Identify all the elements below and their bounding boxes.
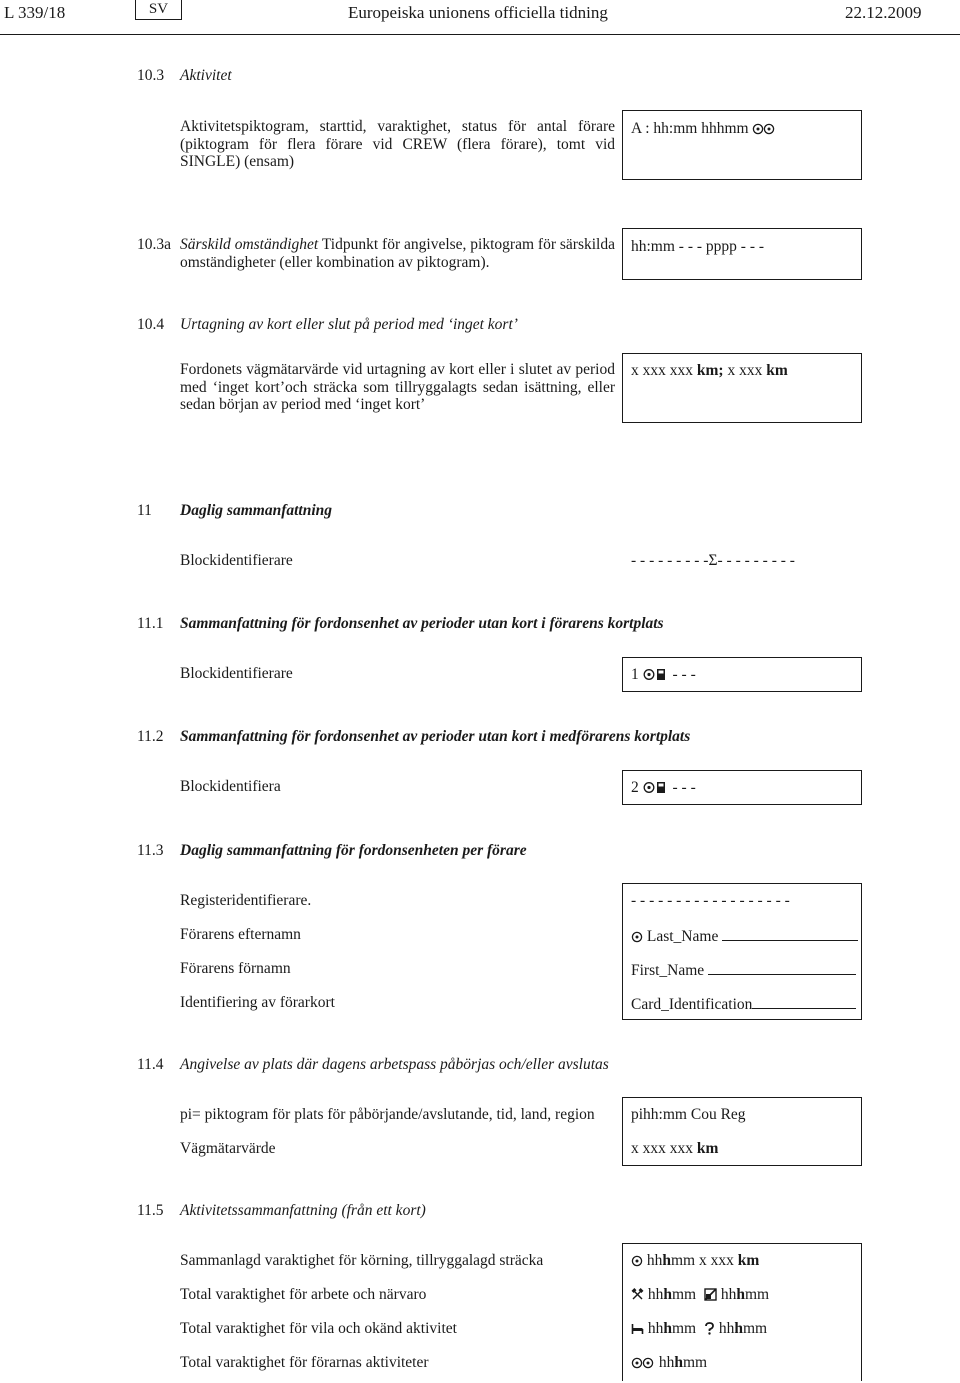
work-hammers-icon [631, 1288, 644, 1301]
last-name-value: Last_Name [646, 928, 719, 945]
field-box-11-4 [622, 1097, 862, 1166]
underline [752, 994, 856, 1009]
block-identifier-label-11-2: Blockidentifiera [180, 778, 281, 795]
row-label: Sammanlagd varaktighet för körning, tillryggalagd sträcka [180, 1252, 544, 1269]
hours-bold: h [736, 1286, 745, 1303]
co-driver-card-slot-icon [643, 781, 669, 794]
dash-run: - - - [672, 779, 696, 796]
section-number-11-1: 11.1 [137, 615, 164, 632]
crew-pictogram-icon [631, 1357, 655, 1369]
header-rule [0, 34, 960, 35]
section-number-11-5: 11.5 [137, 1202, 164, 1219]
section-title-10-4: Urtagning av kort eller slut på period med ‘inget kort’ [180, 316, 518, 333]
language-code: SV [135, 0, 182, 20]
driving-icon [631, 1255, 643, 1267]
field-box-11-5 [622, 1243, 862, 1381]
rest-bed-icon [631, 1323, 644, 1335]
activity-format: A : hh:mm hhhmm [631, 120, 749, 137]
block-identifier-label-11-1: Blockidentifierare [180, 665, 293, 682]
odometer-value: x xxx xxx [631, 1140, 697, 1157]
first-name-value: First_Name [631, 962, 705, 979]
row-label: Förarens efternamn [180, 926, 301, 943]
place-pictogram-label: pi= piktogram för plats för påbörjande/avslutande, tid, land, region [180, 1106, 595, 1123]
minutes: mm [672, 1320, 697, 1337]
dash-run-right: - - - - - - - - - [717, 552, 795, 569]
minutes-distance: mm x xxx [671, 1252, 738, 1269]
slot-number: 2 [631, 779, 639, 796]
crew-pictogram-icon [752, 123, 776, 135]
card-identification-value: Card_Identification [631, 996, 753, 1013]
odometer-value: x xxx xxx [631, 362, 697, 379]
km-unit: km [696, 1140, 719, 1157]
km-unit: km [766, 362, 788, 379]
driver-card-slot-icon [643, 668, 669, 681]
section-title-10-3a: Särskild omständighet [180, 236, 319, 253]
description-10-3: Aktivitetspiktogram, starttid, varaktighet, status för antal förare (piktogram för flera förare vid CREW (flera förare), tomt vid SINGLE) (ensam) [180, 118, 615, 170]
section-number-11-3: 11.3 [137, 842, 164, 859]
unknown-question-icon [704, 1322, 715, 1335]
hours: hh [658, 1354, 675, 1371]
section-title-11-1: Sammanfattning för fordonsenhet av perioder utan kort i förarens kortplats [180, 615, 664, 632]
field-box-10-3 [622, 110, 862, 180]
sigma-symbol: Σ [708, 552, 718, 569]
underline [708, 960, 856, 975]
hours-bold: h [674, 1354, 683, 1371]
row-label: Total varaktighet för vila och okänd aktivitet [180, 1320, 457, 1337]
section-title-11-2: Sammanfattning för fordonsenhet av perioder utan kort i medförarens kortplats [180, 728, 691, 745]
underline [722, 926, 858, 941]
odometer-label: Vägmätarvärde [180, 1140, 276, 1157]
hours: hh [647, 1286, 664, 1303]
description-10-4: Fordonets vägmätarvärde vid urtagning av kort eller i slutet av period med ‘inget kort’och sträcka som tillryggalagts sedan isättning, eller sedan början av period med ‘inget kort’ [180, 361, 615, 413]
section-title-11-5: Aktivitetssammanfattning (från ett kort) [180, 1202, 426, 1219]
hours: hh [720, 1286, 737, 1303]
minutes: mm [683, 1354, 708, 1371]
section-number-11-4: 11.4 [137, 1056, 164, 1073]
minutes: mm [743, 1320, 768, 1337]
section-title-11: Daglig sammanfattning [180, 502, 333, 519]
hours: hh [718, 1320, 735, 1337]
special-condition-format: hh:mm - - - pppp - - - [631, 238, 765, 255]
section-number-10-3a: 10.3a [137, 236, 172, 253]
hours: hh [647, 1320, 664, 1337]
row-label: Total varaktighet för arbete och närvaro [180, 1286, 427, 1303]
field-box-10-4 [622, 353, 862, 423]
slot-number: 1 [631, 666, 639, 683]
km-unit: km [737, 1252, 760, 1269]
section-number-11: 11 [137, 502, 152, 519]
block-identifier-value-11 [631, 552, 795, 570]
place-format: pihh:mm Cou Reg [631, 1106, 746, 1123]
field-box-11-1 [622, 657, 862, 692]
row-label: Förarens förnamn [180, 960, 291, 977]
hours-bold: h [663, 1286, 672, 1303]
section-title-11-3: Daglig sammanfattning för fordonsenheten per förare [180, 842, 527, 859]
section-title-11-4: Angivelse av plats där dagens arbetspass påbörjas och/eller avslutas [180, 1056, 609, 1073]
hours-bold: h [734, 1320, 743, 1337]
row-label: Identifiering av förarkort [180, 994, 335, 1011]
hours-bold: h [662, 1252, 671, 1269]
section-title-10-3: Aktivitet [180, 67, 232, 84]
distance-value: x xxx [723, 362, 767, 379]
km-unit: km; [696, 362, 724, 379]
dash-run-left: - - - - - - - - - [631, 552, 709, 569]
row-label: Registeridentifierare. [180, 892, 312, 909]
availability-icon [704, 1288, 717, 1301]
dash-run: - - - [672, 666, 696, 683]
block-identifier-label-11: Blockidentifierare [180, 552, 293, 569]
section-number-10-3: 10.3 [137, 67, 165, 84]
driver-icon [631, 931, 643, 943]
publication-date: 22.12.2009 [845, 3, 922, 22]
page-reference: L 339/18 [4, 3, 66, 22]
minutes: mm [745, 1286, 770, 1303]
section-number-10-4: 10.4 [137, 316, 165, 333]
field-box-11-3 [622, 883, 862, 1020]
minutes: mm [672, 1286, 697, 1303]
register-identifier-value: - - - - - - - - - - - - - - - - - - [631, 892, 790, 909]
field-box-10-3a [622, 228, 862, 280]
row-label: Total varaktighet för förarnas aktiviteter [180, 1354, 429, 1371]
section-number-11-2: 11.2 [137, 728, 164, 745]
description-10-3a [180, 236, 615, 271]
odometer-format [631, 1140, 718, 1158]
journal-title: Europeiska unionens officiella tidning [348, 3, 608, 22]
field-box-11-2 [622, 770, 862, 805]
odometer-format [631, 362, 788, 380]
description-text-10-3a: Tidpunkt för angivelse, piktogram för särskilda omständigheter (eller kombination av piktogram). [180, 236, 615, 271]
hours-bold: h [663, 1320, 672, 1337]
hours: hh [646, 1252, 663, 1269]
